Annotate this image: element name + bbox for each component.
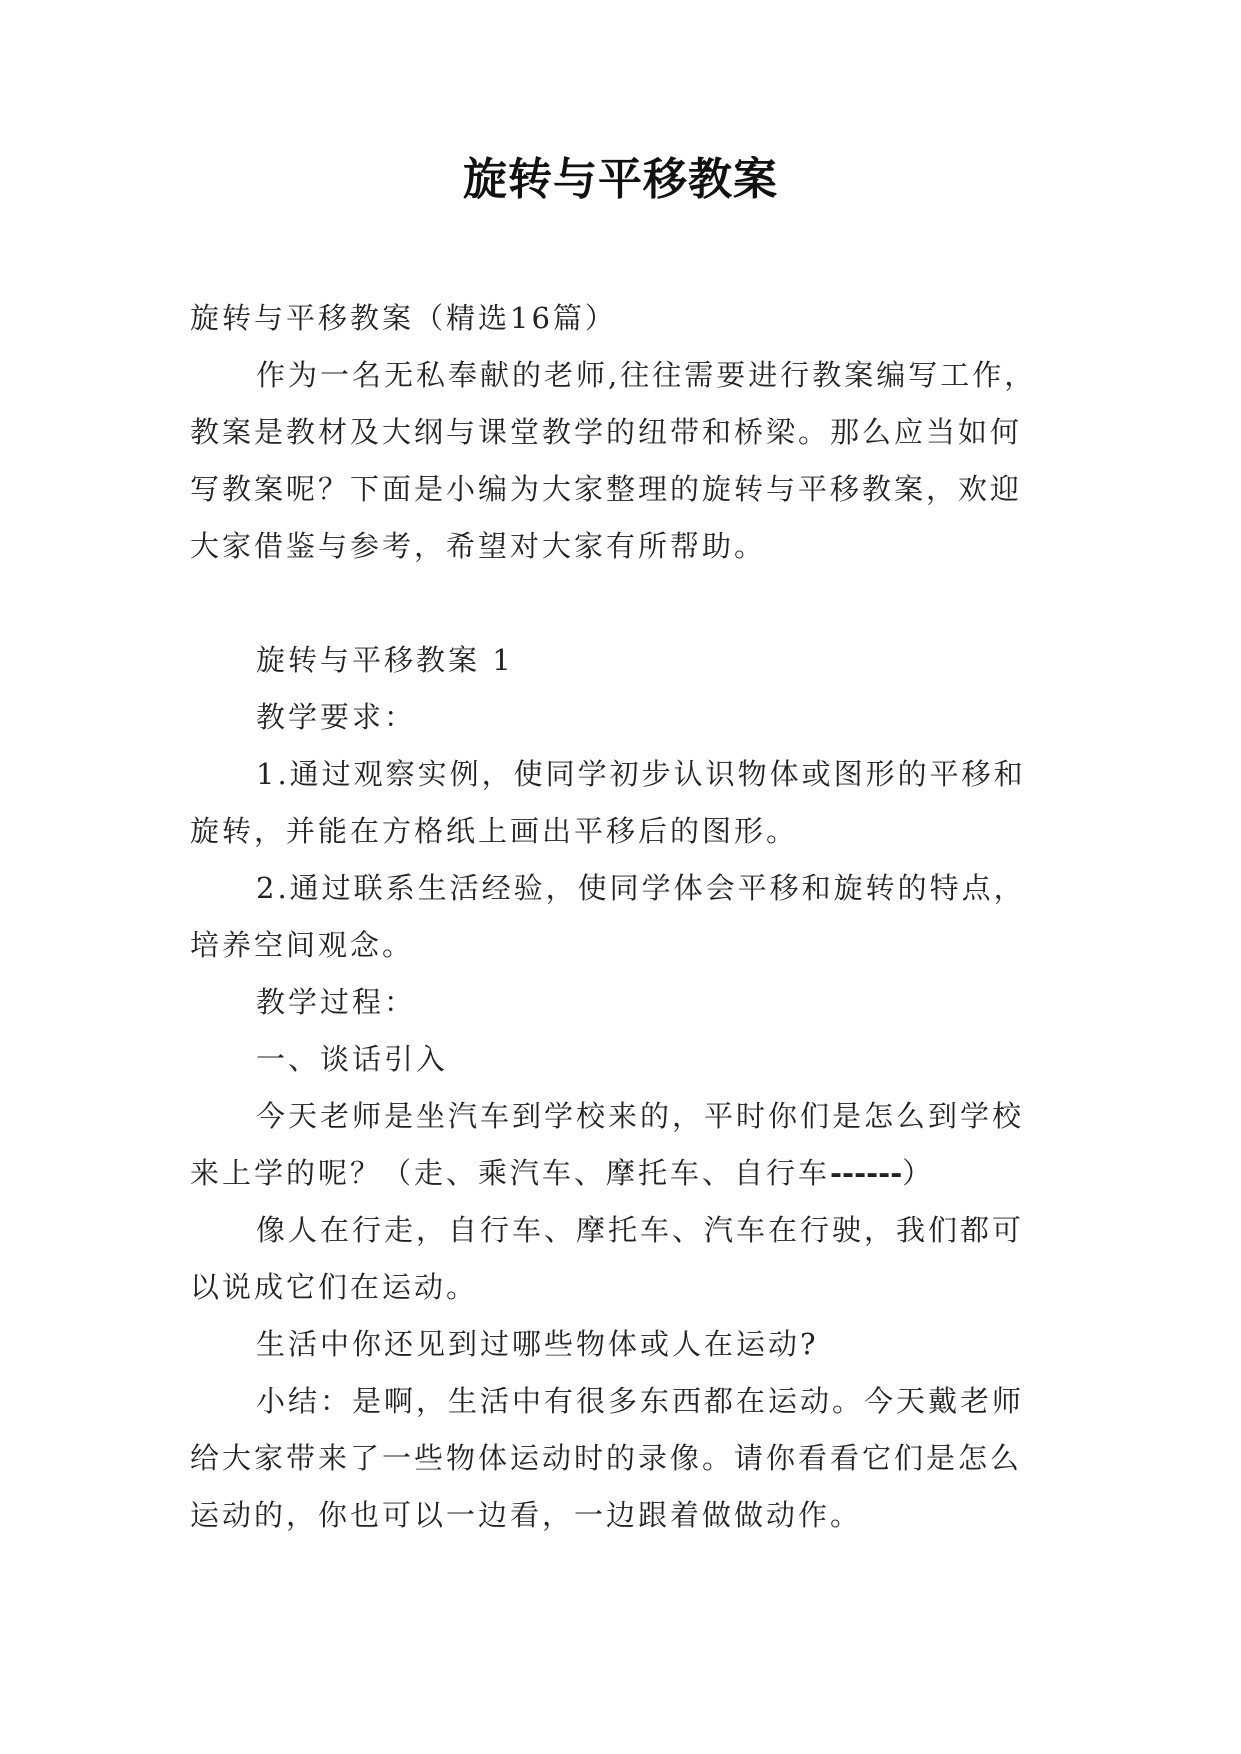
requirements-label: 教学要求：	[256, 700, 417, 734]
dash-run: ------	[830, 1156, 903, 1190]
section-heading: 旋转与平移教案 1	[256, 643, 514, 677]
intro-line: 教案是教材及大纲与课堂教学的纽带和桥梁。那么应当如何	[190, 415, 1023, 449]
requirement-1-line: 旋转，并能在方格纸上画出平移后的图形。	[190, 814, 799, 848]
document-title: 旋转与平移教案	[463, 154, 778, 205]
paragraph-line: 像人在行走，自行车、摩托车、汽车在行驶，我们都可	[256, 1213, 1025, 1247]
process-label: 教学过程：	[256, 985, 417, 1019]
paragraph-line: 小结：是啊，生活中有很多东西都在运动。今天戴老师	[256, 1384, 1025, 1418]
part-1-heading: 一、谈话引入	[256, 1042, 449, 1076]
requirement-2-line: 培养空间观念。	[190, 928, 415, 962]
document-body	[190, 290, 1052, 1544]
paragraph-line: 生活中你还见到过哪些物体或人在运动?	[256, 1327, 819, 1361]
requirement-1-line: 1.通过观察实例，使同学初步认识物体或图形的平移和	[256, 757, 1026, 791]
subtitle: 旋转与平移教案（精选16篇）	[190, 301, 617, 335]
intro-line: 作为一名无私奉献的老师,往往需要进行教案编写工作，	[256, 358, 1037, 392]
paragraph-line: 以说成它们在运动。	[190, 1270, 479, 1304]
intro-line: 大家借鉴与参考，希望对大家有所帮助。	[190, 529, 767, 563]
paragraph-line	[190, 1145, 1052, 1202]
paragraph-line: 运动的，你也可以一边看，一边跟着做做动作。	[190, 1498, 863, 1532]
requirement-2-line: 2.通过联系生活经验，使同学体会平移和旋转的特点，	[256, 871, 1026, 905]
paragraph-text-end: ）	[902, 1156, 935, 1190]
paragraph-line: 今天老师是坐汽车到学校来的，平时你们是怎么到学校	[256, 1099, 1025, 1133]
paragraph-text: 来上学的呢？（走、乘汽车、摩托车、自行车	[190, 1156, 831, 1190]
paragraph-line: 给大家带来了一些物体运动时的录像。请你看看它们是怎么	[190, 1441, 1023, 1475]
intro-line: 写教案呢？下面是小编为大家整理的旋转与平移教案，欢迎	[190, 472, 1023, 506]
blank-line	[190, 575, 1052, 632]
